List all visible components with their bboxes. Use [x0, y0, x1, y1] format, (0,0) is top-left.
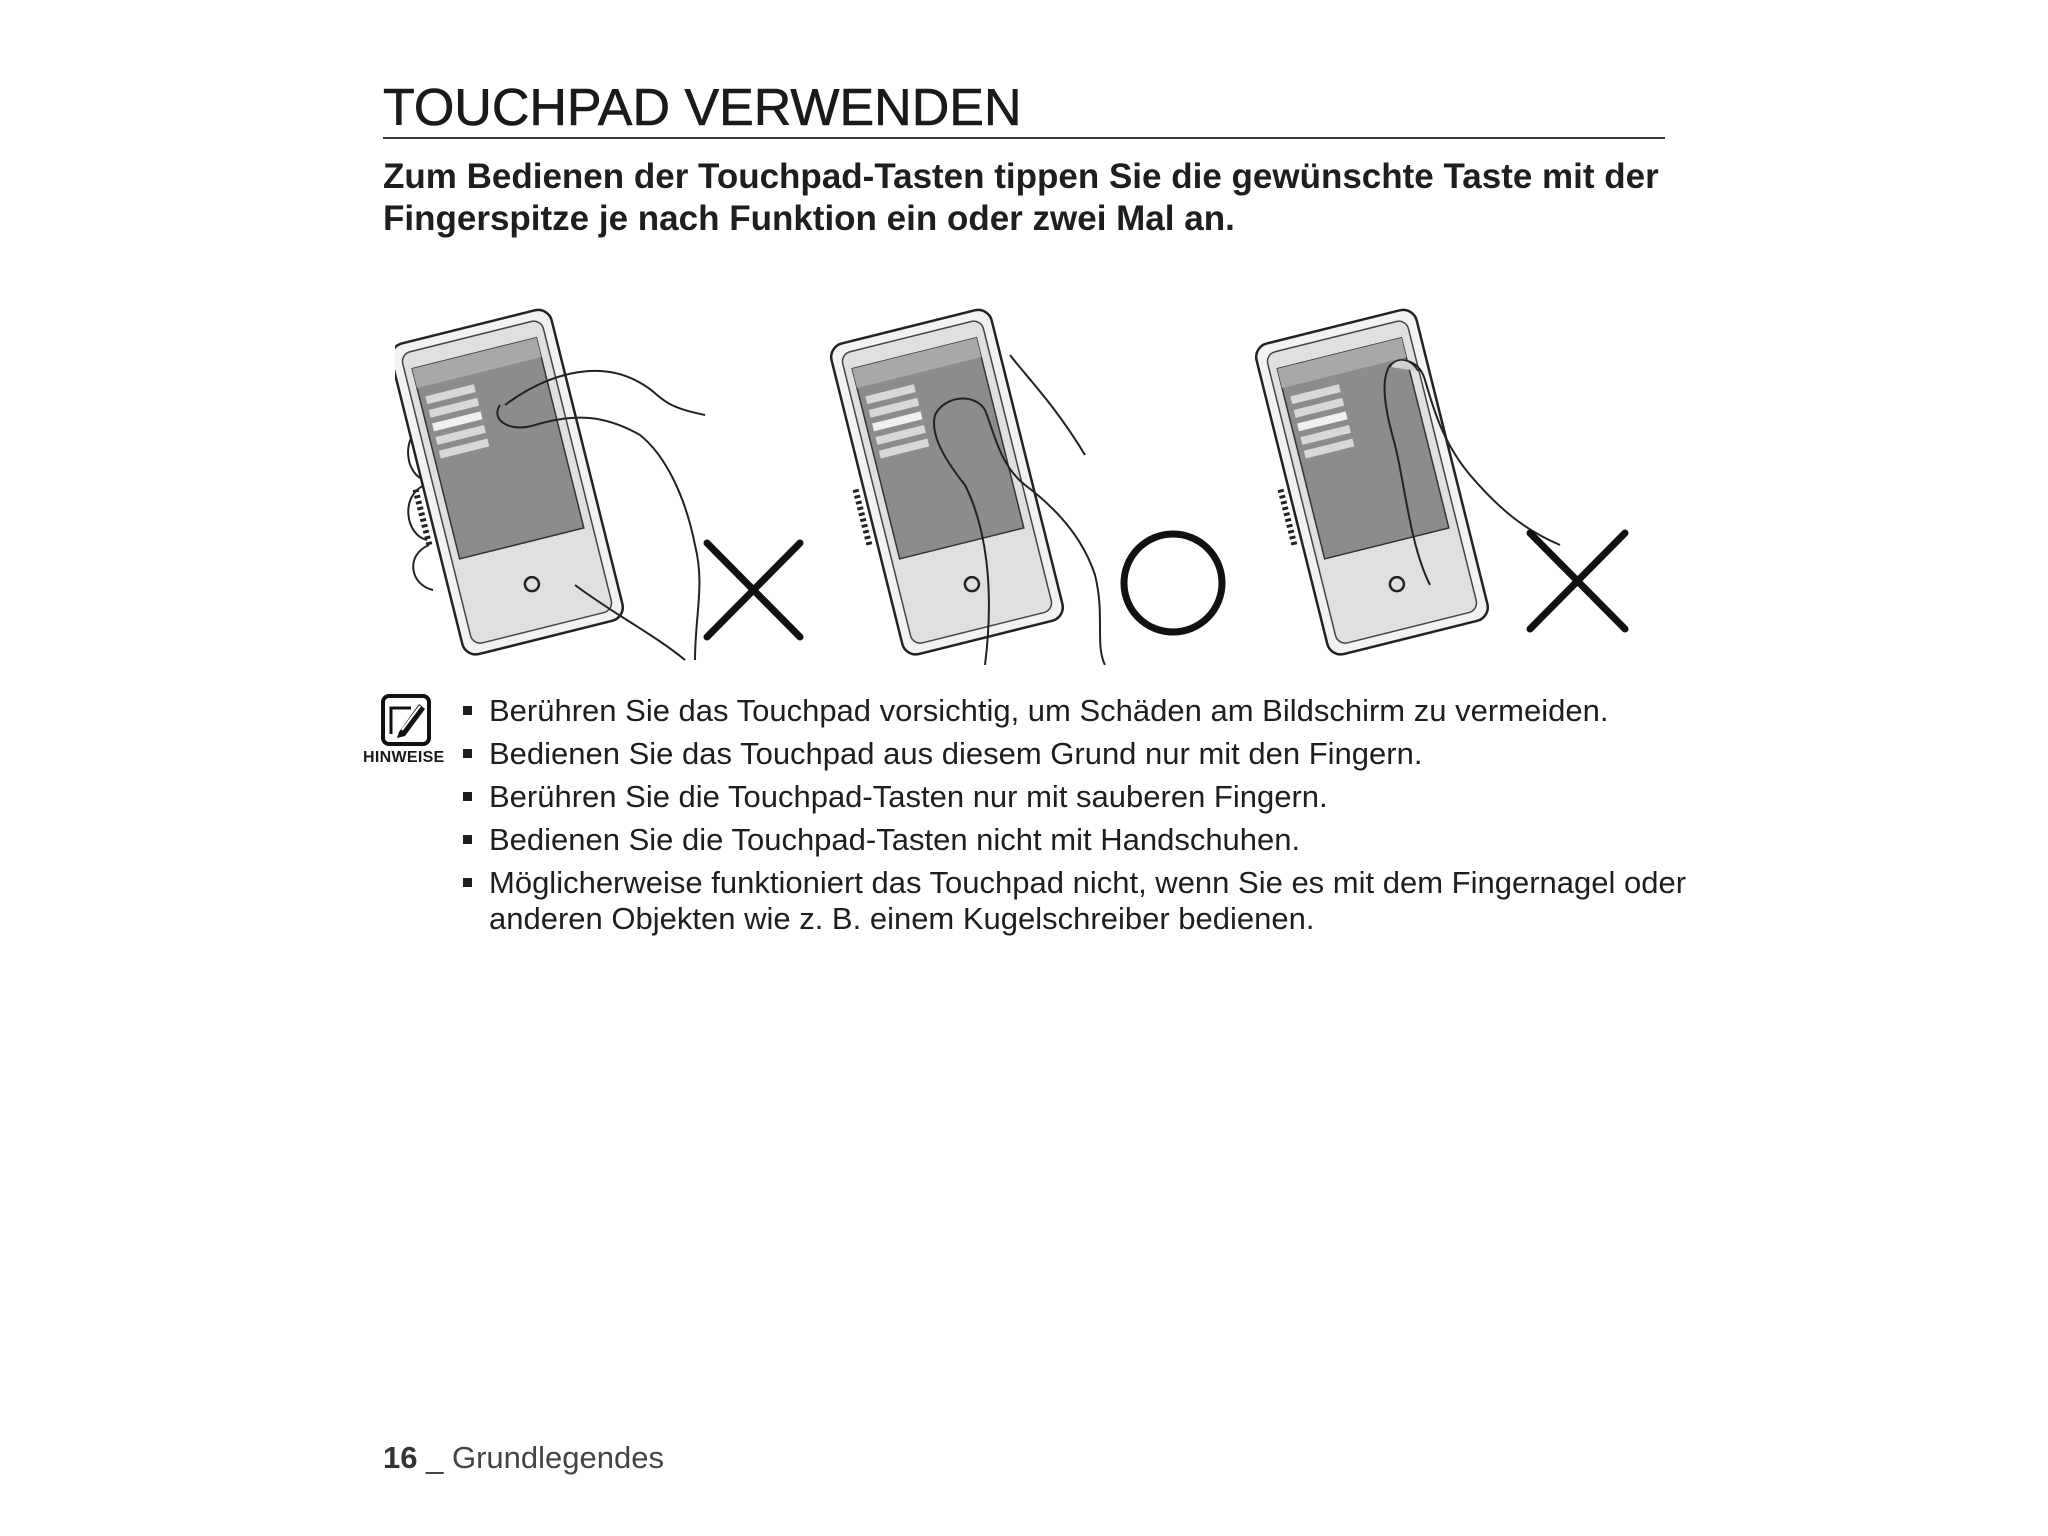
- illustration-wrong-flat-finger: [395, 307, 705, 660]
- note-label: HINWEISE: [363, 749, 445, 766]
- bullet: [463, 878, 472, 887]
- illustration-wrong-fingernail: [1245, 307, 1560, 659]
- illustration-correct-fingertip: [820, 307, 1105, 665]
- page-footer: [383, 1440, 664, 1476]
- page-title: TOUCHPAD VERWENDEN: [383, 79, 1022, 137]
- note-item-text: Bedienen Sie das Touchpad aus diesem Grund nur mit den Fingern.: [489, 736, 1423, 771]
- cross-icon: [707, 543, 800, 637]
- footer-section: Grundlegendes: [451, 1440, 664, 1475]
- title-divider: [383, 137, 1665, 139]
- touchpad-illustrations: [395, 285, 1655, 665]
- bullet: [463, 749, 472, 758]
- note-item-text: Bedienen Sie die Touchpad-Tasten nicht mit Handschuhen.: [489, 822, 1301, 857]
- page-number: 16: [383, 1440, 418, 1475]
- note-list: [460, 693, 1690, 944]
- note-item: [460, 693, 1690, 729]
- note-item: [460, 779, 1690, 815]
- note-item-text: Berühren Sie das Touchpad vorsichtig, um Schäden am Bildschirm zu vermeiden.: [489, 693, 1609, 728]
- note-item: [460, 865, 1690, 937]
- bullet: [463, 792, 472, 801]
- note-item-text: Berühren Sie die Touchpad-Tasten nur mit sauberen Fingern.: [489, 779, 1328, 814]
- note-pencil-icon: [381, 694, 431, 746]
- bullet: [463, 706, 472, 715]
- cross-icon: [1530, 533, 1625, 629]
- bullet: [463, 835, 472, 844]
- circle-icon: [1124, 534, 1222, 632]
- footer-separator: _: [426, 1440, 444, 1475]
- intro-text: Zum Bedienen der Touchpad-Tasten tippen Sie die gewünschte Taste mit der Fingerspitze je nach Funktion ein oder zwei Mal an.: [383, 157, 1659, 238]
- note-item: [460, 822, 1690, 858]
- note-item: [460, 736, 1690, 772]
- note-item-text: Möglicherweise funktioniert das Touchpad nicht, wenn Sie es mit dem Fingernagel oder anderen Objekten wie z. B. einem Kugelschreiber bedienen.: [489, 865, 1687, 936]
